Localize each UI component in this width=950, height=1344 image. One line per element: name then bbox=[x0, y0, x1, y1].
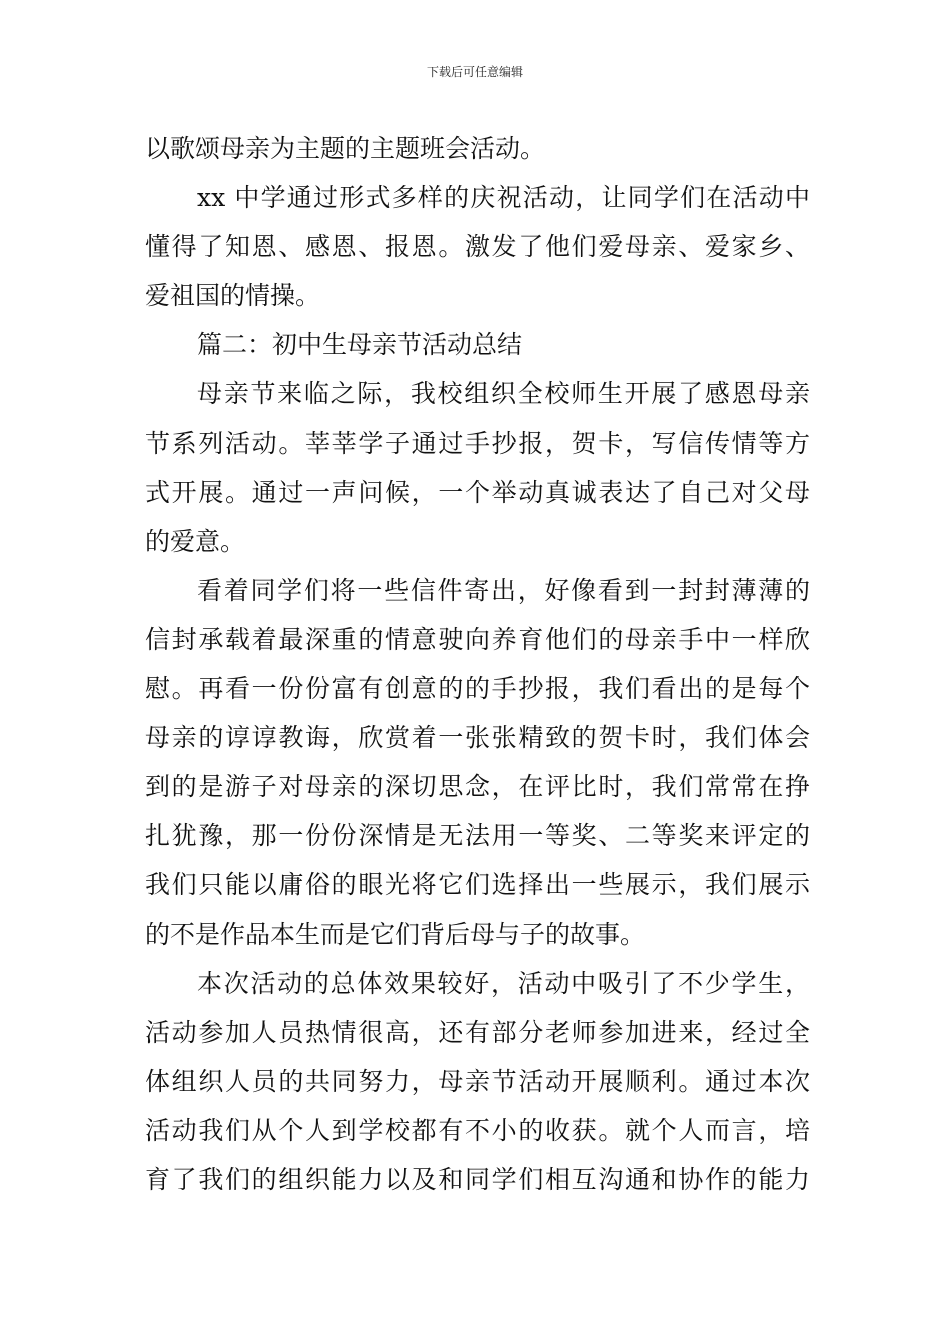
text-line: 的不是作品本生而是它们背后母与子的故事。 bbox=[145, 919, 646, 949]
text-line: 母亲节来临之际，我校组织全校师生开展了感恩母亲 bbox=[197, 379, 810, 409]
text-line: 活动我们从个人到学校都有不小的收获。就个人而言，培 bbox=[145, 1115, 810, 1145]
page-header: 下载后可任意编辑 bbox=[426, 65, 523, 79]
text-line: 式开展。通过一声问候，一个举动真诚表达了自己对父母 bbox=[145, 477, 810, 507]
text-line: 的爱意。 bbox=[145, 526, 246, 556]
text-line: 信封承载着最深重的情意驶向养育他们的母亲手中一样欣 bbox=[145, 624, 810, 654]
text-line: 看着同学们将一些信件寄出，好像看到一封封薄薄的 bbox=[197, 575, 810, 605]
text-line: 到的是游子对母亲的深切思念，在评比时，我们常常在挣 bbox=[145, 772, 810, 802]
text-line: 慰。再看一份份富有创意的的手抄报，我们看出的是每个 bbox=[145, 674, 810, 704]
text-line: 体组织人员的共同努力，母亲节活动开展顺利。通过本次 bbox=[145, 1066, 810, 1096]
text-line: 育了我们的组织能力以及和同学们相互沟通和协作的能力 bbox=[145, 1164, 810, 1194]
text-line: 活动参加人员热情很高，还有部分老师参加进来，经过全 bbox=[145, 1017, 810, 1047]
text-line: 懂得了知恩、感恩、报恩。激发了他们爱母亲、爱家乡、 bbox=[145, 232, 810, 262]
text-line: 我们只能以庸俗的眼光将它们选择出一些展示，我们展示 bbox=[145, 870, 810, 900]
text-line: 扎犹豫，那一份份深情是无法用一等奖、二等奖来评定的 bbox=[145, 821, 810, 851]
text-line: 本次活动的总体效果较好，活动中吸引了不少学生， bbox=[197, 968, 810, 998]
text-line: 篇二：初中生母亲节活动总结 bbox=[197, 330, 523, 360]
text-line: 母亲的谆谆教诲，欣赏着一张张精致的贺卡时，我们体会 bbox=[145, 723, 810, 753]
text-line: 以歌颂母亲为主题的主题班会活动。 bbox=[145, 134, 546, 163]
text-line: 节系列活动。莘莘学子通过手抄报，贺卡，写信传情等方 bbox=[145, 428, 810, 458]
text-line: 爱祖国的情操。 bbox=[145, 281, 321, 311]
document-body bbox=[145, 124, 810, 1204]
text-line: xx 中学通过形式多样的庆祝活动，让同学们在活动中 bbox=[197, 183, 810, 213]
